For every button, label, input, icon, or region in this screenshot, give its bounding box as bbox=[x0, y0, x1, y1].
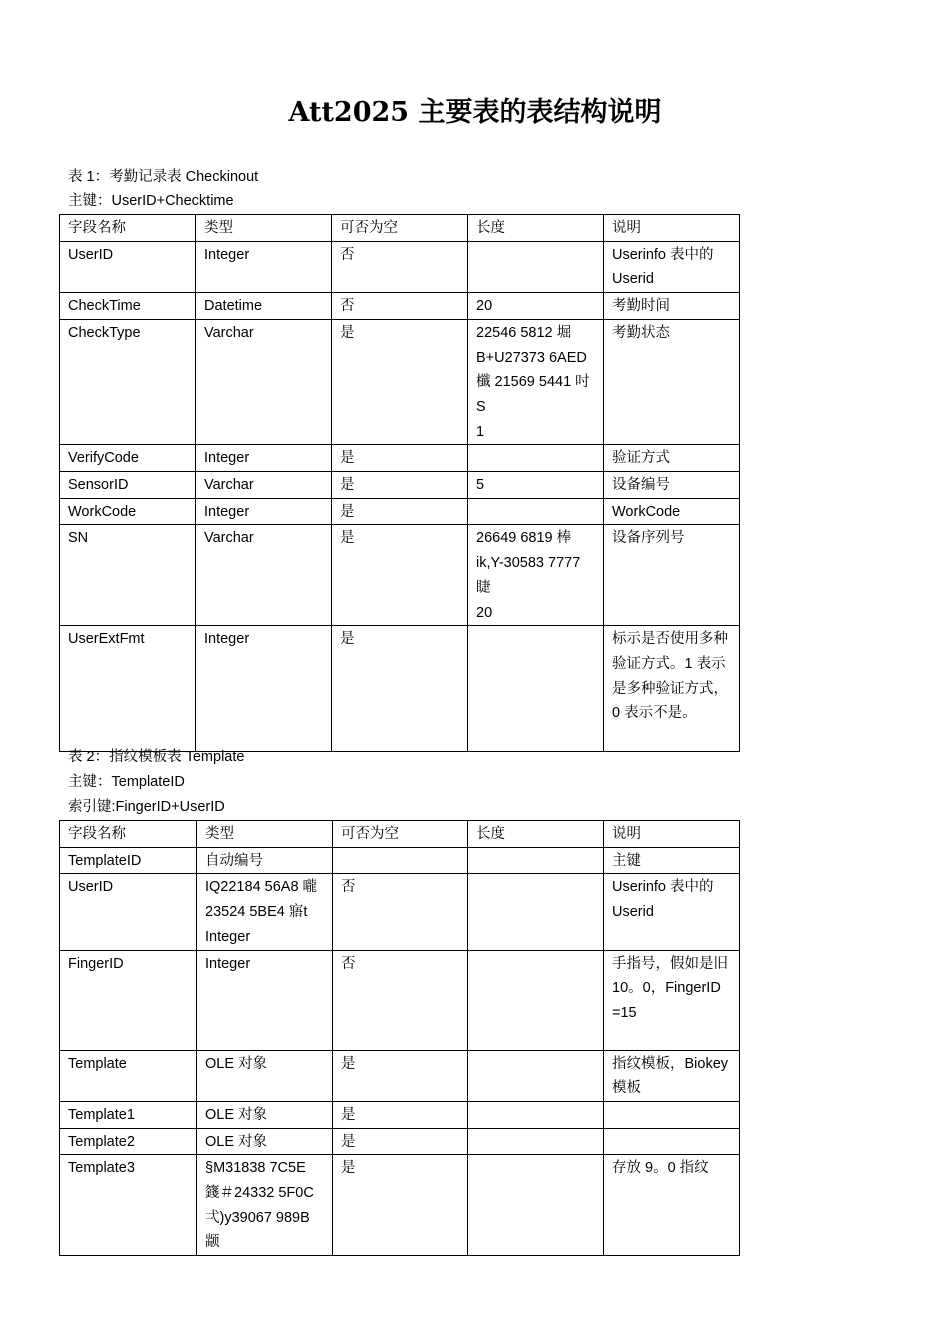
field-length: 22546 5812 堀B+U27373 6AED 櫼 21569 5441 吋S 1 bbox=[468, 319, 604, 445]
field-nullable: 是 bbox=[332, 472, 468, 499]
field-nullable: 否 bbox=[332, 241, 468, 292]
field-description: 验证方式 bbox=[604, 445, 740, 472]
table-row bbox=[60, 445, 740, 472]
table-row bbox=[60, 319, 740, 445]
table-row bbox=[60, 1155, 740, 1256]
page-title: Att2025 主要表的表结构说明 bbox=[288, 97, 662, 128]
field-type: Integer bbox=[196, 241, 332, 292]
field-nullable bbox=[333, 847, 468, 874]
field-type: Varchar bbox=[196, 525, 332, 626]
field-nullable: 是 bbox=[333, 1050, 468, 1101]
field-description: 手指号，假如是旧 10。0，FingerID =15 bbox=[604, 950, 740, 1050]
field-length: 26649 6819 棒ik,Y-30583 7777 睫 20 bbox=[468, 525, 604, 626]
table2-caption: 表 2：指纹模板表 Template bbox=[68, 749, 245, 765]
field-nullable: 是 bbox=[332, 445, 468, 472]
table2-primary-key: 主键：TemplateID bbox=[68, 774, 185, 790]
field-nullable: 是 bbox=[333, 1155, 468, 1256]
table-row bbox=[60, 1050, 740, 1101]
table-row bbox=[60, 1128, 740, 1155]
field-length bbox=[468, 950, 604, 1050]
field-type: IQ22184 56A8 嚨 23524 5BE4 寤t Integer bbox=[197, 874, 333, 950]
field-description: Userinfo 表中的 Userid bbox=[604, 874, 740, 950]
field-length: 5 bbox=[468, 472, 604, 499]
field-name: Template2 bbox=[60, 1128, 197, 1155]
field-nullable: 是 bbox=[333, 1101, 468, 1128]
field-type: OLE 对象 bbox=[197, 1050, 333, 1101]
field-length bbox=[468, 847, 604, 874]
field-nullable: 否 bbox=[333, 950, 468, 1050]
checkinout-table bbox=[59, 214, 740, 752]
column-header: 字段名称 bbox=[60, 215, 196, 242]
table-row bbox=[60, 241, 740, 292]
field-length: 20 bbox=[468, 293, 604, 320]
field-name: WorkCode bbox=[60, 498, 196, 525]
field-nullable: 是 bbox=[332, 498, 468, 525]
field-length bbox=[468, 498, 604, 525]
field-name: Template bbox=[60, 1050, 197, 1101]
column-header: 可否为空 bbox=[332, 215, 468, 242]
field-type: §M31838 7C5E 籛＃24332 5F0C 弌)y39067 989B 颛 bbox=[197, 1155, 333, 1256]
field-type: OLE 对象 bbox=[197, 1101, 333, 1128]
field-description: 指纹模板，Biokey 模板 bbox=[604, 1050, 740, 1101]
table-row bbox=[60, 525, 740, 626]
table-header-row bbox=[60, 821, 740, 848]
field-name: TemplateID bbox=[60, 847, 197, 874]
field-nullable: 否 bbox=[332, 293, 468, 320]
field-name: UserExtFmt bbox=[60, 626, 196, 752]
column-header: 长度 bbox=[468, 821, 604, 848]
table-row bbox=[60, 1101, 740, 1128]
column-header: 说明 bbox=[604, 215, 740, 242]
field-nullable: 是 bbox=[332, 525, 468, 626]
table-header-row bbox=[60, 215, 740, 242]
field-description: 主键 bbox=[604, 847, 740, 874]
field-name: Template1 bbox=[60, 1101, 197, 1128]
table2-index-key: 索引键:FingerID+UserID bbox=[68, 799, 225, 815]
field-description: 存放 9。0 指纹 bbox=[604, 1155, 740, 1256]
table-row bbox=[60, 847, 740, 874]
field-name: UserID bbox=[60, 241, 196, 292]
field-type: OLE 对象 bbox=[197, 1128, 333, 1155]
template-table bbox=[59, 820, 740, 1256]
table1-caption: 表 1：考勤记录表 Checkinout bbox=[68, 169, 259, 185]
field-length bbox=[468, 1155, 604, 1256]
field-length bbox=[468, 241, 604, 292]
column-header: 长度 bbox=[468, 215, 604, 242]
field-type: Integer bbox=[196, 445, 332, 472]
table-row bbox=[60, 498, 740, 525]
field-length bbox=[468, 1101, 604, 1128]
field-type: 自动编号 bbox=[197, 847, 333, 874]
table-row bbox=[60, 950, 740, 1050]
field-length bbox=[468, 626, 604, 752]
field-name: UserID bbox=[60, 874, 197, 950]
field-description: WorkCode bbox=[604, 498, 740, 525]
table-row bbox=[60, 472, 740, 499]
field-type: Varchar bbox=[196, 319, 332, 445]
field-nullable: 是 bbox=[332, 626, 468, 752]
column-header: 字段名称 bbox=[60, 821, 197, 848]
field-type: Varchar bbox=[196, 472, 332, 499]
field-type: Integer bbox=[196, 626, 332, 752]
field-name: CheckType bbox=[60, 319, 196, 445]
field-name: SN bbox=[60, 525, 196, 626]
field-description: Userinfo 表中的 Userid bbox=[604, 241, 740, 292]
field-name: VerifyCode bbox=[60, 445, 196, 472]
field-length bbox=[468, 874, 604, 950]
field-name: Template3 bbox=[60, 1155, 197, 1256]
column-header: 可否为空 bbox=[333, 821, 468, 848]
field-description bbox=[604, 1128, 740, 1155]
field-name: FingerID bbox=[60, 950, 197, 1050]
table1-primary-key: 主键：UserID+Checktime bbox=[68, 193, 234, 209]
field-type: Datetime bbox=[196, 293, 332, 320]
field-length bbox=[468, 445, 604, 472]
table-row bbox=[60, 293, 740, 320]
field-description bbox=[604, 1101, 740, 1128]
field-description: 考勤状态 bbox=[604, 319, 740, 445]
field-length bbox=[468, 1050, 604, 1101]
field-name: CheckTime bbox=[60, 293, 196, 320]
field-nullable: 是 bbox=[332, 319, 468, 445]
field-name: SensorID bbox=[60, 472, 196, 499]
field-type: Integer bbox=[197, 950, 333, 1050]
table-row bbox=[60, 626, 740, 752]
field-description: 设备序列号 bbox=[604, 525, 740, 626]
field-description: 考勤时间 bbox=[604, 293, 740, 320]
column-header: 类型 bbox=[197, 821, 333, 848]
field-type: Integer bbox=[196, 498, 332, 525]
field-nullable: 是 bbox=[333, 1128, 468, 1155]
field-nullable: 否 bbox=[333, 874, 468, 950]
column-header: 类型 bbox=[196, 215, 332, 242]
table-row bbox=[60, 874, 740, 950]
field-description: 设备编号 bbox=[604, 472, 740, 499]
column-header: 说明 bbox=[604, 821, 740, 848]
field-description: 标示是否使用多种验证方式。1 表示是多种验证方式，0 表示不是。 bbox=[604, 626, 740, 752]
field-length bbox=[468, 1128, 604, 1155]
